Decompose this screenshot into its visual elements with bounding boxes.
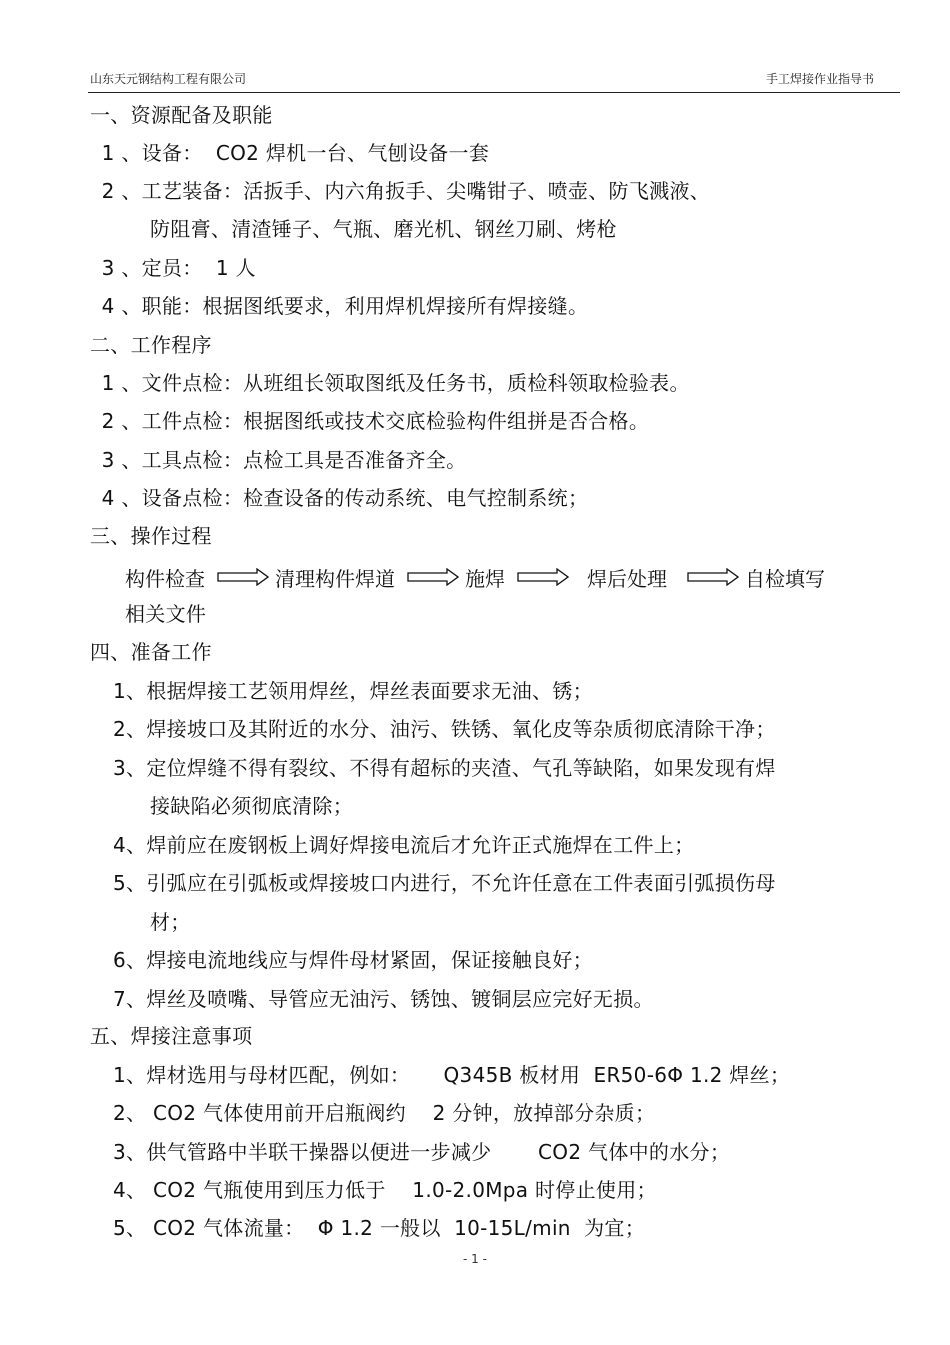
header-rule	[88, 92, 900, 93]
section-heading-4: 四、准备工作	[90, 640, 212, 664]
list-item: 1 、文件点检：从班组长领取图纸及任务书，质检科领取检验表。	[95, 371, 690, 395]
flow-step: 焊后处理	[587, 566, 667, 591]
list-item-continuation: 防阻膏、清渣锤子、气瓶、磨光机、钢丝刀刷、烤枪	[150, 217, 617, 241]
list-item: 4、 CO2 气瓶使用到压力低于 1.0-2.0Mpa 时停止使用；	[113, 1178, 657, 1202]
list-item-continuation: 材；	[150, 910, 191, 934]
page-number: - 1 -	[463, 1252, 487, 1266]
section-heading-2: 二、工作程序	[90, 333, 212, 357]
section-heading-1: 一、资源配备及职能	[90, 103, 273, 127]
header-company: 山东天元钢结构工程有限公司	[90, 72, 247, 86]
list-item: 3、供气管路中半联干操器以便进一步减少 CO2 气体中的水分；	[113, 1140, 731, 1164]
list-item: 5、引弧应在引弧板或焊接坡口内进行，不允许任意在工件表面引弧损伤母	[113, 871, 776, 895]
list-item-continuation: 接缺陷必须彻底清除；	[150, 794, 353, 818]
header-doc-title: 手工焊接作业指导书	[765, 72, 874, 86]
list-item: 2 、工艺装备：活扳手、内六角扳手、尖嘴钳子、喷壶、防飞溅液、	[95, 179, 711, 203]
flow-step: 构件检查	[125, 566, 205, 591]
list-item: 2 、工件点检：根据图纸或技术交底检验构件组拼是否合格。	[95, 409, 650, 433]
list-item: 3 、工具点检：点检工具是否准备齐全。	[95, 448, 467, 472]
list-item: 1、根据焊接工艺领用焊丝，焊丝表面要求无油、锈；	[113, 679, 593, 703]
section-heading-5: 五、焊接注意事项	[90, 1024, 253, 1048]
list-item: 2、焊接坡口及其附近的水分、油污、铁锈、氧化皮等杂质彻底清除干净；	[113, 717, 776, 741]
flow-step: 清理构件焊道	[275, 566, 395, 591]
list-item: 5、 CO2 气体流量： Φ 1.2 一般以 10-15L/min 为宜；	[113, 1216, 645, 1240]
double-arrow-icon	[407, 568, 459, 586]
flow-continuation: 相关文件	[125, 602, 207, 626]
flow-step: 自检填写	[745, 566, 825, 591]
list-item: 3、定位焊缝不得有裂纹、不得有超标的夹渣、气孔等缺陷，如果发现有焊	[113, 756, 776, 780]
double-arrow-icon	[517, 568, 569, 586]
section-heading-3: 三、操作过程	[90, 524, 212, 548]
list-item: 2、 CO2 气体使用前开启瓶阀约 2 分钟，放掉部分杂质；	[113, 1101, 656, 1125]
flow-step: 施焊	[465, 566, 505, 591]
list-item: 6、焊接电流地线应与焊件母材紧固，保证接触良好；	[113, 948, 593, 972]
double-arrow-icon	[687, 568, 739, 586]
list-item: 1、焊材选用与母材匹配，例如： Q345B 板材用 ER50-6Φ 1.2 焊丝；	[113, 1063, 791, 1087]
list-item: 4 、设备点检：检查设备的传动系统、电气控制系统；	[95, 486, 589, 510]
list-item: 7、焊丝及喷嘴、导管应无油污、锈蚀、镀铜层应完好无损。	[113, 987, 654, 1011]
list-item: 3 、定员： 1 人	[95, 256, 256, 280]
list-item: 4、焊前应在废钢板上调好焊接电流后才允许正式施焊在工件上；	[113, 833, 695, 857]
list-item: 4 、职能：根据图纸要求，利用焊机焊接所有焊接缝。	[95, 294, 589, 318]
list-item: 1 、设备： CO2 焊机一台、气刨设备一套	[95, 141, 490, 165]
process-flow	[125, 563, 825, 591]
double-arrow-icon	[217, 568, 269, 586]
